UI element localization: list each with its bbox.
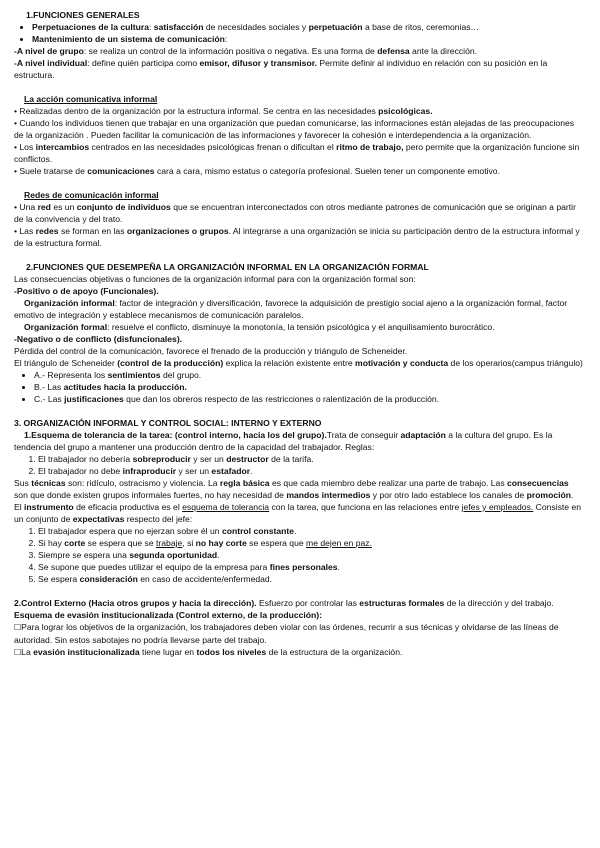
informal-communicative-action-title: La acción comunicativa informal	[24, 94, 158, 104]
rule-item: 2. El trabajador no debe infraproducir y ser un estafador.	[38, 465, 584, 477]
bullet-communication-system: • Mantenimiento de un sistema de comunicación:	[32, 33, 584, 45]
instrument-text: El instrumento de eficacia productiva es el esquema de tolerancia con la tarea, que funciona en las relaciones entre jefes y empleados. Consiste en un conjunto de expectativas respecto del jefe:	[14, 502, 582, 524]
bullet-perpetuation: • Perpetuaciones de la cultura: satisfacción de necesidades sociales y perpetuación a base de ritos, ceremonias…	[32, 21, 584, 33]
triangle-item-c: • C.- Las justificaciones que dan los obreros respecto de las restricciones o ralentización de la producción.	[34, 393, 584, 405]
action-line-2: • Cuando los individuos tienen que trabajar en una organización que puedan comunicarse, las informaciones están alejadas de las preocupaciones de la organización . Pueden facilitar la comunicación de las informaciones y favorecer la cohesión e interdependencia a la organización.	[14, 118, 575, 140]
triangle-item-b: • B.- Las actitudes hacia la producción.	[34, 381, 584, 393]
negative-heading: -Negativo o de conflicto (disfuncionales).	[14, 334, 183, 344]
general-functions-list	[14, 21, 584, 45]
action-line-4: • Suele tratarse de comunicaciones cara a cara, mismo estatus o categoría profesional. Suelen tener un componente emotivo.	[14, 166, 500, 176]
evasion-line-2: ☐La evasión institucionalizada tiene lugar en todos los niveles de la estructura de la organización.	[14, 647, 403, 657]
expectation-item: 1. El trabajador espera que no ejerzan sobre él un control constante.	[38, 525, 584, 537]
rule-item: 1. El trabajador no debería sobreproducir y ser un destructor de la tarifa.	[38, 453, 584, 465]
group-level-text: -A nivel de grupo: se realiza un control de la información positiva o negativa. Es una forma de defensa ante la dirección.	[14, 46, 478, 56]
action-line-1: • Realizadas dentro de la organización por la estructura informal. Se centra en las necesidades psicológicas.	[14, 106, 433, 116]
expectations-list	[14, 525, 584, 585]
action-line-3: • Los intercambios centrados en las necesidades psicológicas frenan o dificultan el ritmo de trabajo, pero permite que la organización funcione sin conflictos.	[14, 142, 580, 164]
section-2-title: 2.FUNCIONES QUE DESEMPEÑA LA ORGANIZACIÓN INFORMAL EN LA ORGANIZACIÓN FORMAL	[26, 262, 429, 272]
external-control-text: 2.Control Externo (Hacia otros grupos y hacia la dirección). Esfuerzo por controlar las estructuras formales de la dirección y del trabajo. Esquema de evasión institucionalizada (Control externo, de la producción):	[14, 598, 554, 620]
triangle-items-list	[14, 369, 584, 405]
individual-level-text: -A nivel individual: define quién participa como emisor, difusor y transmisor. Permite definir al individuo en relación con su posición en la estructura.	[14, 58, 548, 80]
expectation-item: 5. Se espera consideración en caso de accidente/enfermedad.	[38, 573, 584, 585]
formal-organization-text: Organización formal: resuelve el conflicto, disminuye la monotonía, la tensión psicológica y el anquilisamiento burocrático.	[24, 322, 495, 332]
expectation-item: 2. Si hay corte se espera que se trabaje, si no hay corte se espera que me dejen en paz.	[38, 537, 584, 549]
informal-organization-text: Organización informal: factor de integración y diversificación, favorece la adquisición de prestigio social ajeno a la organización formal, factor emotivo de integración y establece mecanismos de comunicación paralelos.	[14, 298, 568, 320]
techniques-text: Sus técnicas son: ridículo, ostracismo y violencia. La regla básica es que cada miembro debe realizar una parte de trabajo. Las consecuencias son que donde existen grupos informales fuertes, no hay necesidad de mandos intermedios y por otro lado establece los canales de promoción.	[14, 478, 574, 500]
evasion-line-1: ☐Para lograr los objetivos de la organización, los trabajadores deben violar con las órdenes, recurrir a sus técnicas y olvidarse de las líneas de autoridad. Sin estos sabotajes no podría llevarse parte del trabajo.	[14, 622, 559, 645]
checkbox-square-icon: ☐	[14, 648, 22, 657]
document-page	[14, 9, 584, 659]
section-1-title: 1.FUNCIONES GENERALES	[26, 10, 140, 20]
expectation-item: 4. Se supone que puedes utilizar el equipo de la empresa para fines personales.	[38, 561, 584, 573]
tolerance-scheme-text: 1.Esquema de tolerancia de la tarea: (control interno, hacia los del grupo).Trata de conseguir adaptación a la cultura del grupo. Es la tendencia del grupo a mantener una producción dentro de la capacidad del trabajador. Reglas:	[14, 430, 553, 452]
section-3-title: 3. ORGANIZACIÓN INFORMAL Y CONTROL SOCIAL: INTERNO Y EXTERNO	[14, 418, 322, 428]
networks-line-2: • Las redes se forman en las organizaciones o grupos. Al integrarse a una organización se inicia su participación dentro de la estructura informal y de la estructura formal.	[14, 226, 580, 248]
section-2-intro: Las consecuencias objetivas o funciones de la organización informal para con la organización formal son:	[14, 274, 416, 284]
triangle-item-a: • A.- Representa los sentimientos del grupo.	[34, 369, 584, 381]
informal-networks-title: Redes de comunicación informal	[24, 190, 159, 200]
control-loss-text: Pérdida del control de la comunicación, favorece el frenado de la producción y triángulo de Scheneider.	[14, 346, 408, 356]
rules-list	[14, 453, 584, 477]
checkbox-square-icon: ☐	[14, 623, 22, 632]
networks-line-1: • Una red es un conjunto de individuos que se encuentran interconectados con otros mediante patrones de comunicación que se originan a partir de la convivencia y del trato.	[14, 202, 576, 224]
scheneider-triangle-text: El triángulo de Scheneider (control de la producción) explica la relación existente entre motivación y conducta de los operarios(campus triángulo)	[14, 358, 583, 368]
positive-heading: -Positivo o de apoyo (Funcionales).	[14, 286, 159, 296]
expectation-item: 3. Siempre se espera una segunda oportunidad.	[38, 549, 584, 561]
